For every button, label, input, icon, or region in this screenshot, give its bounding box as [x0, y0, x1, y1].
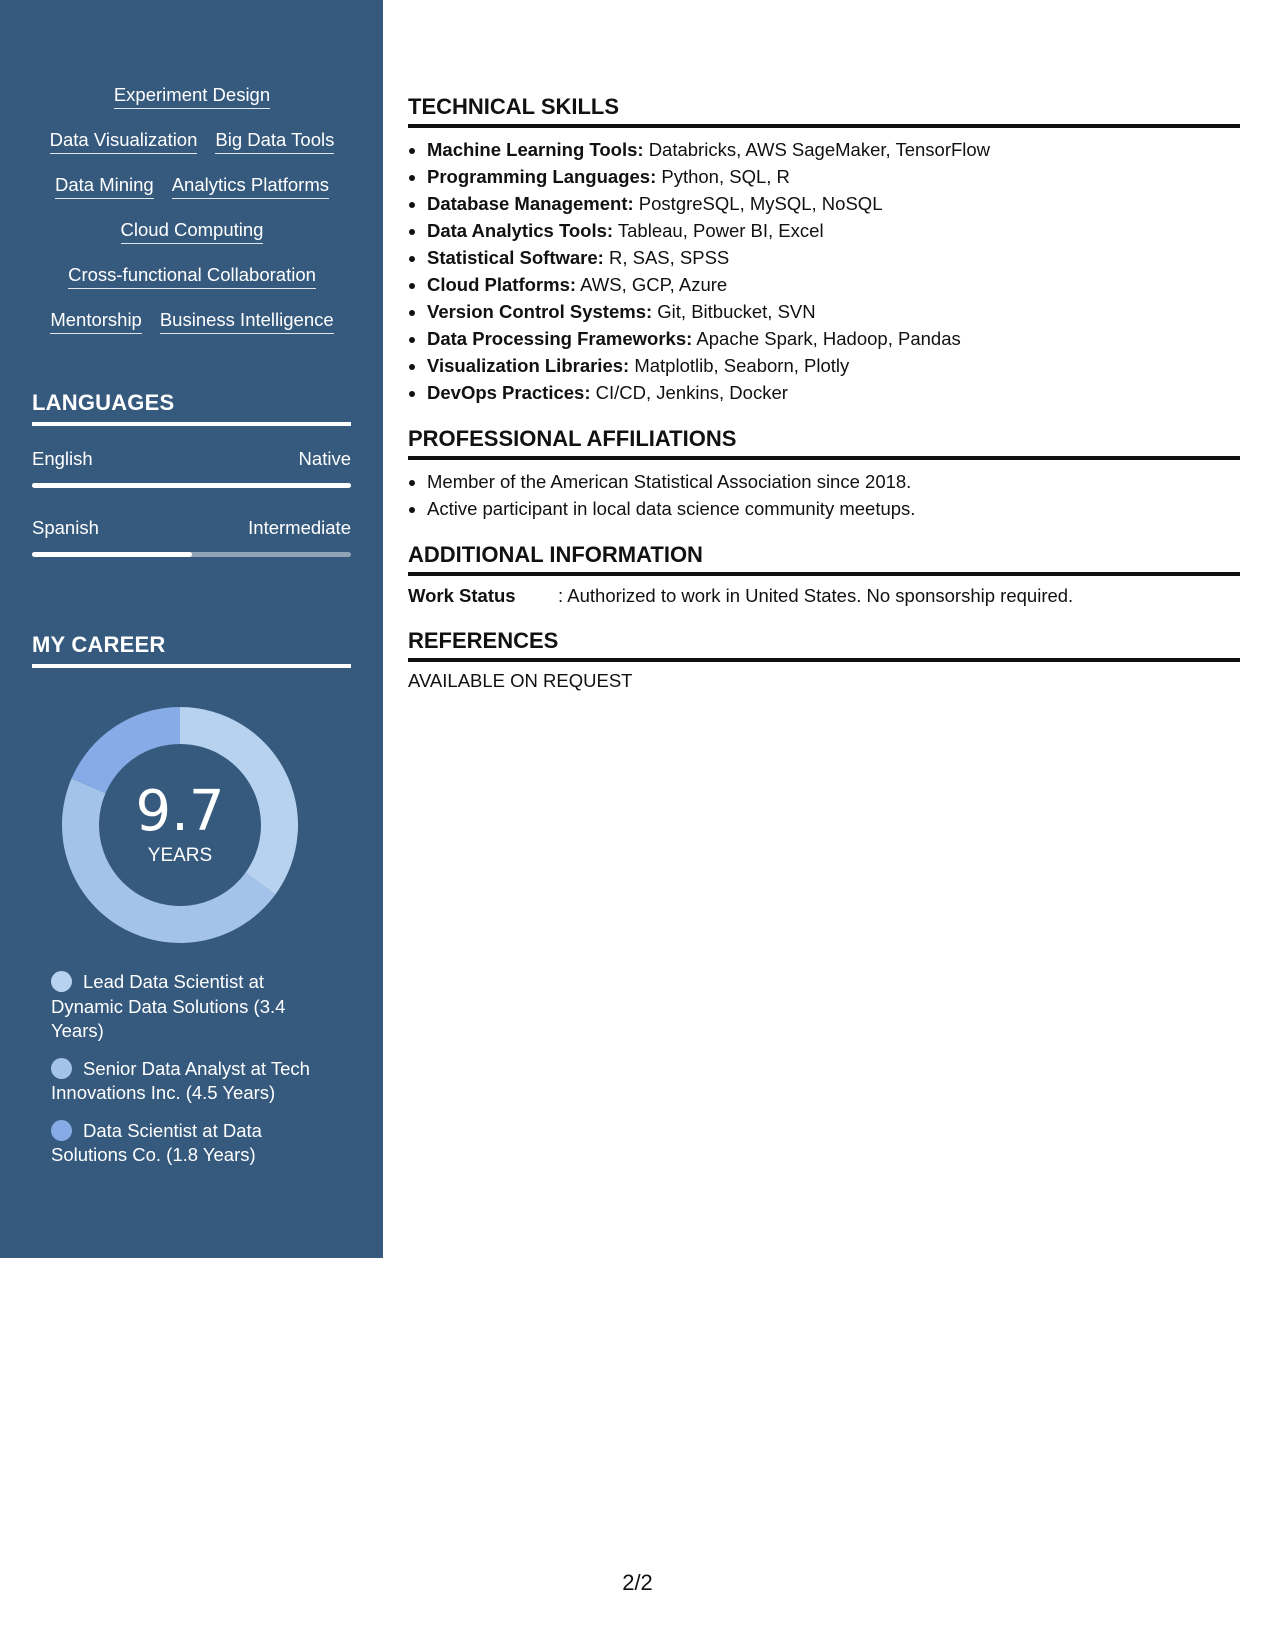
language-proficiency-fill	[32, 552, 192, 557]
technical-skill-value: CI/CD, Jenkins, Docker	[595, 382, 788, 403]
career-heading: MY CAREER	[32, 632, 351, 668]
skill-tag: Experiment Design	[114, 84, 270, 109]
technical-skill-item	[427, 163, 1240, 190]
technical-skill-value: R, SAS, SPSS	[608, 247, 730, 268]
language-level: Intermediate	[248, 517, 351, 538]
languages-heading: LANGUAGES	[32, 390, 351, 426]
technical-skill-item	[427, 190, 1240, 217]
skill-tag-row	[32, 264, 352, 309]
technical-skill-value: Python, SQL, R	[661, 166, 790, 187]
legend-dot-icon	[51, 1058, 72, 1079]
skill-tag: Mentorship	[50, 309, 142, 334]
skill-tag-row	[32, 129, 352, 174]
technical-skill-item	[427, 136, 1240, 163]
language-name: Spanish	[32, 517, 99, 538]
career-legend	[51, 970, 331, 1181]
references-heading: REFERENCES	[408, 628, 1240, 662]
career-role-text: Lead Data Scientist at Dynamic Data Solutions (3.4 Years)	[51, 971, 286, 1041]
technical-skill-label: Programming Languages:	[427, 166, 657, 187]
technical-skill-value: PostgreSQL, MySQL, NoSQL	[638, 193, 883, 214]
technical-skill-value: Tableau, Power BI, Excel	[617, 220, 824, 241]
main-content	[408, 94, 1240, 692]
technical-skill-value: Databricks, AWS SageMaker, TensorFlow	[648, 139, 991, 160]
technical-skill-item	[427, 244, 1240, 271]
technical-skill-item	[427, 379, 1240, 406]
sidebar	[0, 0, 383, 1258]
technical-skill-label: Database Management:	[427, 193, 634, 214]
page-number: 2/2	[622, 1570, 653, 1595]
language-english	[32, 448, 351, 488]
career-role-text: Senior Data Analyst at Tech Innovations Inc. (4.5 Years)	[51, 1057, 310, 1103]
skill-tag-row	[32, 84, 352, 129]
work-status-value: : Authorized to work in United States. No sponsorship required.	[558, 585, 1074, 606]
work-status-row	[408, 584, 1240, 608]
technical-skill-label: Machine Learning Tools:	[427, 139, 644, 160]
work-status-label: Work Status	[408, 585, 516, 606]
technical-skill-label: Cloud Platforms:	[427, 274, 577, 295]
career-years-label: YEARS	[147, 845, 213, 866]
language-proficiency-fill	[32, 483, 351, 488]
skill-tag-row	[32, 219, 352, 264]
skill-tag: Data Visualization	[50, 129, 198, 154]
career-donut-center	[62, 707, 298, 943]
skill-tag-row	[32, 309, 352, 354]
technical-skill-item	[427, 271, 1240, 298]
skill-tag: Cloud Computing	[121, 219, 264, 244]
technical-skill-label: Visualization Libraries:	[427, 355, 630, 376]
skill-tag: Big Data Tools	[215, 129, 334, 154]
skill-tag: Business Intelligence	[160, 309, 334, 334]
skills-tag-cloud	[32, 84, 352, 354]
technical-skill-item	[427, 217, 1240, 244]
language-proficiency-bar	[32, 483, 351, 488]
technical-skill-label: DevOps Practices:	[427, 382, 591, 403]
career-total-years: 9.7	[135, 779, 225, 844]
technical-skill-label: Data Processing Frameworks:	[427, 328, 693, 349]
technical-skill-label: Statistical Software:	[427, 247, 604, 268]
language-proficiency-bar	[32, 552, 351, 557]
language-spanish	[32, 517, 351, 557]
career-legend-item	[51, 970, 331, 1044]
affiliation-item: • Member of the American Statistical Association since 2018.	[427, 468, 1240, 495]
affiliation-item: • Active participant in local data science community meetups.	[427, 495, 1240, 522]
technical-skill-value: Apache Spark, Hadoop, Pandas	[696, 328, 961, 349]
technical-skill-value: Git, Bitbucket, SVN	[657, 301, 816, 322]
language-level: Native	[298, 448, 351, 469]
technical-skill-value: AWS, GCP, Azure	[580, 274, 728, 295]
affiliations-heading: PROFESSIONAL AFFILIATIONS	[408, 426, 1240, 460]
technical-skill-label: Version Control Systems:	[427, 301, 653, 322]
skill-tag: Data Mining	[55, 174, 154, 199]
skill-tag: Cross-functional Collaboration	[68, 264, 316, 289]
references-text: AVAILABLE ON REQUEST	[408, 670, 633, 691]
skill-tag-row	[32, 174, 352, 219]
career-legend-item	[51, 1057, 331, 1106]
career-role-text: Data Scientist at Data Solutions Co. (1.8 Years)	[51, 1119, 262, 1165]
technical-skill-item	[427, 325, 1240, 352]
career-legend-item	[51, 1119, 331, 1168]
additional-info-heading: ADDITIONAL INFORMATION	[408, 542, 1240, 576]
technical-skill-item	[427, 298, 1240, 325]
affiliations-list	[408, 468, 1240, 522]
technical-skills-list	[408, 136, 1240, 406]
technical-skill-value: Matplotlib, Seaborn, Plotly	[634, 355, 850, 376]
legend-dot-icon	[51, 971, 72, 992]
technical-skills-heading: TECHNICAL SKILLS	[408, 94, 1240, 128]
skill-tag: Analytics Platforms	[172, 174, 329, 199]
legend-dot-icon	[51, 1120, 72, 1141]
technical-skill-item	[427, 352, 1240, 379]
language-name: English	[32, 448, 93, 469]
technical-skill-label: Data Analytics Tools:	[427, 220, 614, 241]
career-donut-chart	[62, 707, 298, 943]
